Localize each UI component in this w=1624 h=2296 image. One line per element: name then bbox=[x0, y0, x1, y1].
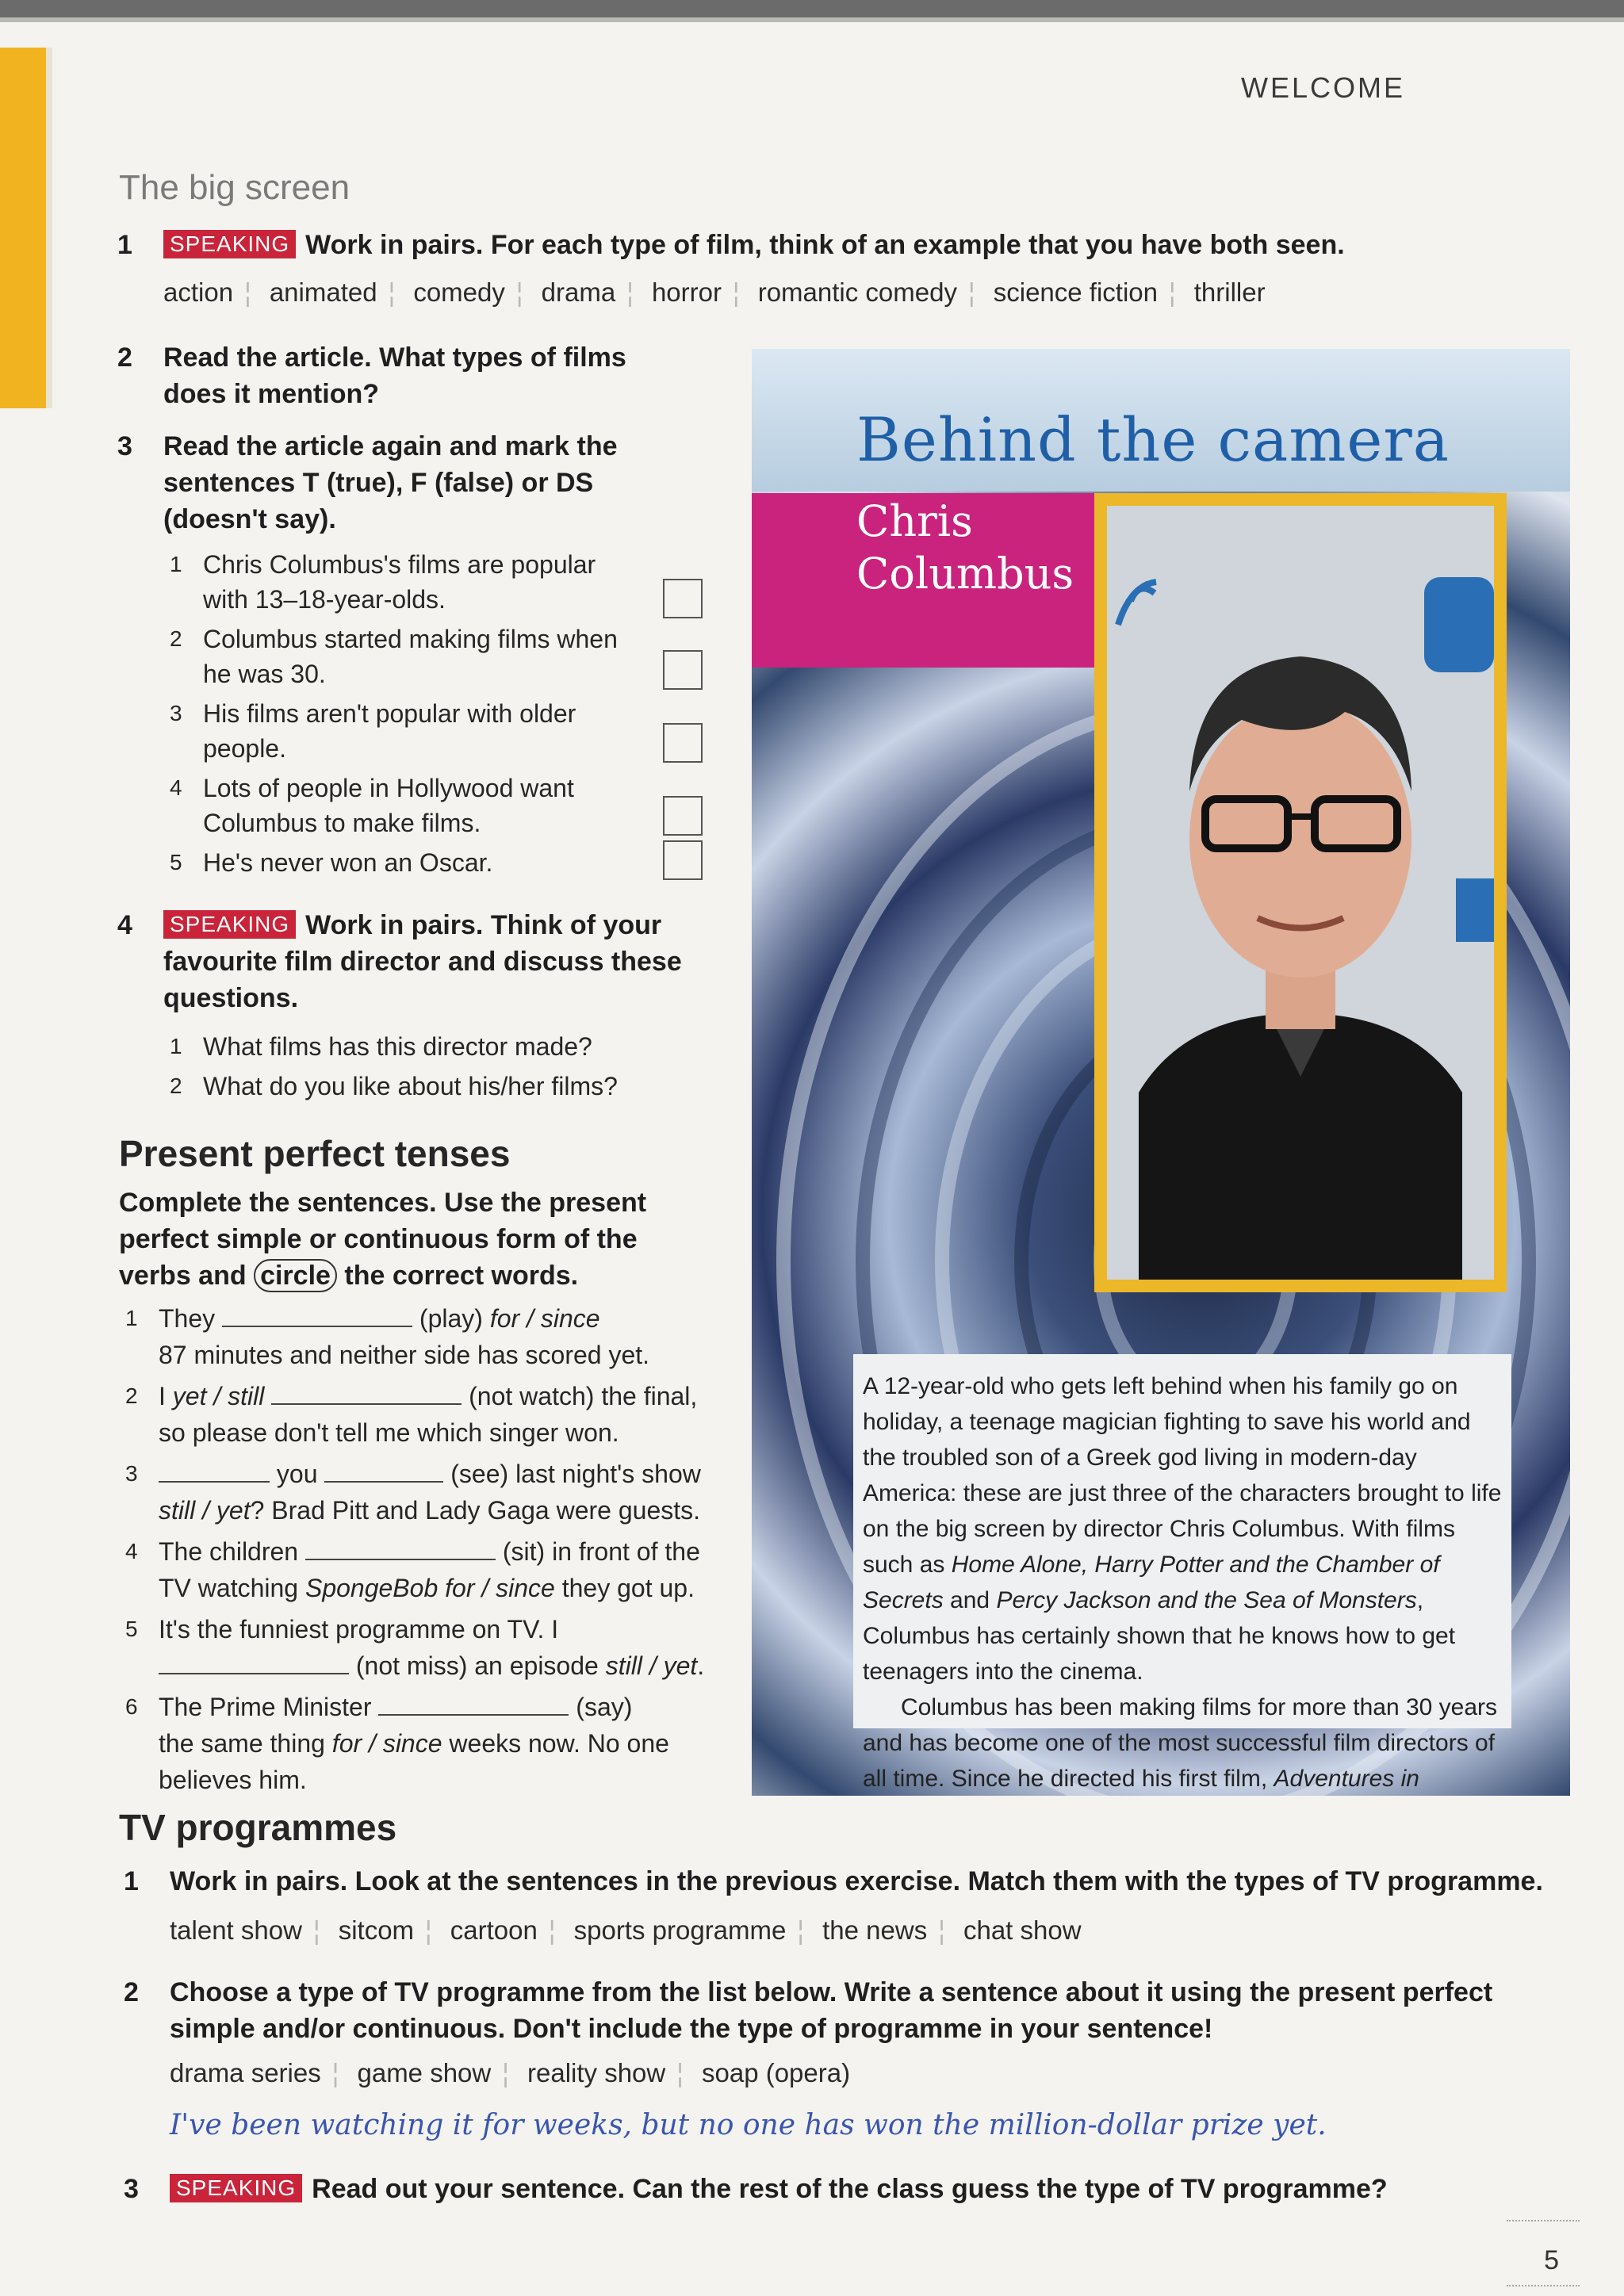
choice-words: for / since bbox=[331, 1729, 442, 1758]
answer-box[interactable] bbox=[663, 796, 703, 836]
exercise-number: 1 bbox=[124, 1866, 139, 1896]
article-panel bbox=[752, 349, 1570, 1796]
word: sports programme bbox=[573, 1915, 787, 1945]
exercise-prompt-line: Choose a type of TV programme from the list below. Write a sentence about it using the present perfect bbox=[170, 1977, 1493, 2007]
example-sentence: I've been watching it for weeks, but no one has won the million-dollar prize yet. bbox=[170, 2109, 1327, 2141]
programme-list bbox=[170, 2058, 850, 2088]
exercise-number: 3 bbox=[124, 2174, 139, 2204]
present-perfect-heading: Present perfect tenses bbox=[119, 1133, 511, 1174]
answer-box[interactable] bbox=[663, 650, 703, 690]
page-number-rule bbox=[1507, 2220, 1580, 2221]
separator: ¦ bbox=[515, 277, 523, 307]
item-text: What do you like about his/her films? bbox=[203, 1072, 618, 1100]
director-name bbox=[856, 496, 1074, 600]
answer-blank[interactable] bbox=[324, 1481, 443, 1483]
answer-box[interactable] bbox=[663, 840, 703, 880]
list-item bbox=[119, 1378, 722, 1451]
separator: ¦ bbox=[388, 277, 396, 307]
item-number: 6 bbox=[125, 1694, 138, 1719]
item-text: . bbox=[697, 1651, 705, 1680]
item-text: The Prime Minister bbox=[159, 1693, 379, 1721]
item-text: TV watching bbox=[159, 1574, 305, 1602]
item-text: ? Brad Pitt and Lady Gaga were guests. bbox=[250, 1496, 701, 1525]
item-text: they got up. bbox=[554, 1574, 695, 1602]
page-number-rule bbox=[1507, 2285, 1580, 2286]
item-number: 4 bbox=[125, 1539, 138, 1563]
item-number: 1 bbox=[170, 1034, 182, 1058]
answer-box[interactable] bbox=[663, 723, 703, 763]
exercise-prompt: Work in pairs. For each type of film, think of an example that you have both seen. bbox=[305, 230, 1345, 260]
answer-blank[interactable] bbox=[378, 1714, 569, 1716]
tv-programmes-heading: TV programmes bbox=[119, 1807, 397, 1848]
item-text: They bbox=[159, 1304, 223, 1333]
item-number: 2 bbox=[170, 626, 182, 651]
answer-blank[interactable] bbox=[222, 1326, 412, 1327]
exercise-prompt-line: favourite film director and discuss these bbox=[163, 947, 682, 977]
exercise-3 bbox=[117, 428, 718, 538]
top-rule bbox=[0, 0, 1624, 17]
item-number: 1 bbox=[170, 552, 182, 576]
exercise-prompt: Read out your sentence. Can the rest of the class guess the type of TV programme? bbox=[312, 2174, 1388, 2204]
item-text: he was 30. bbox=[203, 660, 326, 688]
exercise-prompt-line: Read the article. What types of films bbox=[163, 342, 626, 373]
list-item bbox=[119, 1611, 722, 1684]
separator: ¦ bbox=[244, 277, 251, 307]
exercise-prompt-line: does it mention? bbox=[163, 379, 379, 409]
answer-blank[interactable] bbox=[159, 1673, 349, 1674]
word: chat show bbox=[963, 1915, 1082, 1945]
item-number: 2 bbox=[170, 1073, 182, 1098]
item-text bbox=[438, 1574, 445, 1602]
word: game show bbox=[357, 2058, 492, 2087]
separator: ¦ bbox=[676, 2058, 684, 2087]
exercise-prompt-line: sentences T (true), F (false) or DS bbox=[163, 468, 594, 498]
list-item bbox=[163, 771, 671, 840]
item-text: The children bbox=[159, 1537, 305, 1566]
instruction-line: perfect simple or continuous form of the bbox=[119, 1224, 638, 1254]
item-text: 87 minutes and neither side has scored yet. bbox=[159, 1341, 650, 1369]
list-item bbox=[119, 1300, 722, 1373]
item-number: 2 bbox=[125, 1383, 138, 1408]
article-title: Behind the camera bbox=[856, 404, 1450, 475]
answer-blank[interactable] bbox=[159, 1481, 270, 1483]
separator: ¦ bbox=[425, 1915, 432, 1945]
item-text: Columbus started making films when bbox=[203, 625, 618, 653]
word: cartoon bbox=[450, 1915, 538, 1945]
exercise-number: 4 bbox=[117, 910, 132, 940]
list-item bbox=[163, 1029, 703, 1064]
item-text: believes him. bbox=[159, 1766, 307, 1794]
section-label: WELCOME bbox=[1240, 71, 1405, 104]
item-text: (see) last night's show bbox=[443, 1460, 701, 1488]
tv-types-list bbox=[170, 1915, 1082, 1946]
item-number: 3 bbox=[170, 701, 182, 725]
speaking-badge: SPEAKING bbox=[170, 2174, 302, 2202]
discussion-questions bbox=[163, 1029, 703, 1108]
programme-title: SpongeBob bbox=[304, 1574, 439, 1602]
director-last-name: Columbus bbox=[856, 549, 1074, 599]
choice-words: for / since bbox=[445, 1574, 555, 1602]
true-false-items bbox=[163, 547, 671, 885]
item-text: the same thing bbox=[159, 1729, 332, 1758]
separator: ¦ bbox=[312, 1915, 320, 1945]
speaking-badge: SPEAKING bbox=[163, 910, 296, 939]
answer-blank[interactable] bbox=[271, 1403, 462, 1405]
exercise-number: 1 bbox=[117, 230, 132, 260]
item-text: so please don't tell me which singer won. bbox=[159, 1418, 619, 1447]
word: reality show bbox=[527, 2058, 666, 2087]
film-title: Home Alone, Harry Potter and the Chamber of Secrets bbox=[863, 1552, 1440, 1613]
instruction-line: Complete the sentences. Use the present bbox=[119, 1188, 647, 1218]
separator: ¦ bbox=[938, 1915, 945, 1945]
word: the news bbox=[822, 1915, 928, 1945]
word: sitcom bbox=[338, 1915, 415, 1945]
instruction-text: the correct words. bbox=[336, 1261, 579, 1291]
item-text: He's never won an Oscar. bbox=[203, 848, 493, 877]
list-item bbox=[119, 1689, 722, 1798]
page-number: 5 bbox=[1544, 2245, 1559, 2275]
article-paragraph bbox=[863, 1368, 1507, 1689]
tv-exercise-3 bbox=[124, 2171, 1581, 2207]
tv-exercise-1 bbox=[124, 1863, 1581, 1900]
list-item bbox=[163, 547, 671, 617]
item-number: 4 bbox=[170, 775, 182, 800]
film-title: Adventures in bbox=[1274, 1766, 1419, 1792]
word: talent show bbox=[170, 1915, 302, 1945]
list-item bbox=[163, 696, 671, 766]
item-text: His films aren't popular with older bbox=[203, 699, 576, 728]
exercise-number: 2 bbox=[117, 342, 132, 373]
list-item bbox=[163, 845, 671, 880]
answer-box[interactable] bbox=[663, 579, 703, 618]
text-run: Columbus has been making films for more than 30 years and has become one of the most successful film directors of all time. Since he directed his first film, bbox=[863, 1694, 1498, 1792]
exercise-number: 2 bbox=[124, 1977, 139, 2007]
choice-words: still / yet bbox=[605, 1651, 698, 1680]
article-body bbox=[863, 1368, 1507, 1796]
item-text: people. bbox=[203, 734, 286, 763]
list-item bbox=[119, 1456, 722, 1529]
item-number: 3 bbox=[125, 1461, 138, 1486]
item-text: (sit) in front of the bbox=[495, 1537, 700, 1566]
director-photo bbox=[1107, 506, 1494, 1280]
exercise-prompt-line: Read the article again and mark the bbox=[163, 431, 618, 461]
text-run: , Columbus has certainly shown that he knows how to get teenagers into the cinema. bbox=[863, 1587, 1456, 1685]
answer-blank[interactable] bbox=[305, 1559, 496, 1560]
word: soap (opera) bbox=[701, 2058, 851, 2087]
film-title: Percy Jackson and the Sea of Monsters bbox=[996, 1587, 1417, 1613]
separator: ¦ bbox=[797, 1915, 804, 1945]
item-number: 5 bbox=[125, 1617, 138, 1641]
gap-fill-items bbox=[119, 1300, 722, 1803]
list-item bbox=[163, 622, 671, 691]
choice-words: still / yet bbox=[159, 1496, 251, 1525]
list-item bbox=[163, 1069, 703, 1104]
film-types-list bbox=[163, 277, 1266, 308]
separator: ¦ bbox=[967, 277, 975, 307]
item-text: I bbox=[159, 1382, 173, 1410]
speaking-badge: SPEAKING bbox=[163, 230, 296, 258]
item-text: weeks now. No one bbox=[442, 1729, 669, 1758]
separator: ¦ bbox=[626, 277, 634, 307]
item-text bbox=[264, 1382, 271, 1410]
word: thriller bbox=[1193, 277, 1266, 307]
text-run: A 12-year-old who gets left behind when his family go on holiday, a teenage magician fighting to save his world and the troubled son of a Greek god living in modern-day America: these are just three of the characters brought to life on the big screen by director Chris Columbus. With films such as bbox=[863, 1373, 1502, 1578]
item-text: It's the funniest programme on TV. I bbox=[159, 1615, 559, 1644]
word: horror bbox=[651, 277, 722, 307]
word: science fiction bbox=[993, 277, 1158, 307]
item-text: (say) bbox=[569, 1693, 633, 1721]
list-item bbox=[119, 1533, 722, 1606]
exercise-prompt-line: simple and/or continuous. Don't include the type of programme in your sentence! bbox=[170, 2014, 1213, 2044]
item-text: with 13–18-year-olds. bbox=[203, 585, 446, 614]
item-text: What films has this director made? bbox=[203, 1032, 592, 1061]
tv-exercise-2 bbox=[124, 1974, 1581, 2047]
instruction-text: verbs and bbox=[119, 1261, 255, 1291]
word: drama series bbox=[170, 2058, 321, 2087]
exercise-1 bbox=[117, 227, 1575, 263]
article-paragraph bbox=[863, 1689, 1507, 1796]
director-first-name: Chris bbox=[856, 496, 973, 546]
separator: ¦ bbox=[548, 1915, 556, 1945]
item-text: Columbus to make films. bbox=[203, 809, 481, 837]
portrait-illustration bbox=[1107, 506, 1494, 1280]
choice-words: yet / still bbox=[172, 1382, 265, 1410]
word: comedy bbox=[413, 277, 505, 307]
separator: ¦ bbox=[732, 277, 740, 307]
present-perfect-instructions bbox=[119, 1184, 722, 1294]
exercise-prompt: Work in pairs. Look at the sentences in the previous exercise. Match them with the types of TV programme. bbox=[170, 1866, 1543, 1896]
word: drama bbox=[541, 277, 616, 307]
item-number: 5 bbox=[170, 850, 182, 874]
circled-word: circle bbox=[254, 1259, 337, 1292]
exercise-number: 3 bbox=[117, 431, 132, 461]
item-number: 1 bbox=[125, 1306, 138, 1330]
word: romantic comedy bbox=[757, 277, 957, 307]
exercise-prompt-line: (doesn't say). bbox=[163, 504, 336, 534]
exercise-4 bbox=[117, 907, 718, 1016]
item-text: (play) bbox=[412, 1304, 490, 1333]
item-text: Lots of people in Hollywood want bbox=[203, 774, 574, 802]
exercise-prompt-line: questions. bbox=[163, 983, 299, 1013]
separator: ¦ bbox=[331, 2058, 339, 2087]
exercise-2 bbox=[117, 339, 718, 412]
item-text: you bbox=[270, 1460, 325, 1488]
word: action bbox=[163, 277, 234, 307]
exercise-prompt-line: Work in pairs. Think of your bbox=[305, 910, 662, 940]
text-run: and bbox=[943, 1587, 997, 1613]
item-text: (not miss) an episode bbox=[349, 1651, 606, 1680]
big-screen-heading: The big screen bbox=[119, 168, 350, 207]
separator: ¦ bbox=[502, 2058, 509, 2087]
word: animated bbox=[269, 277, 377, 307]
side-tab bbox=[0, 48, 46, 408]
choice-words: for / since bbox=[489, 1304, 600, 1333]
item-text: (not watch) the final, bbox=[462, 1382, 698, 1410]
item-text: Chris Columbus's films are popular bbox=[203, 550, 596, 579]
separator: ¦ bbox=[1169, 277, 1176, 307]
